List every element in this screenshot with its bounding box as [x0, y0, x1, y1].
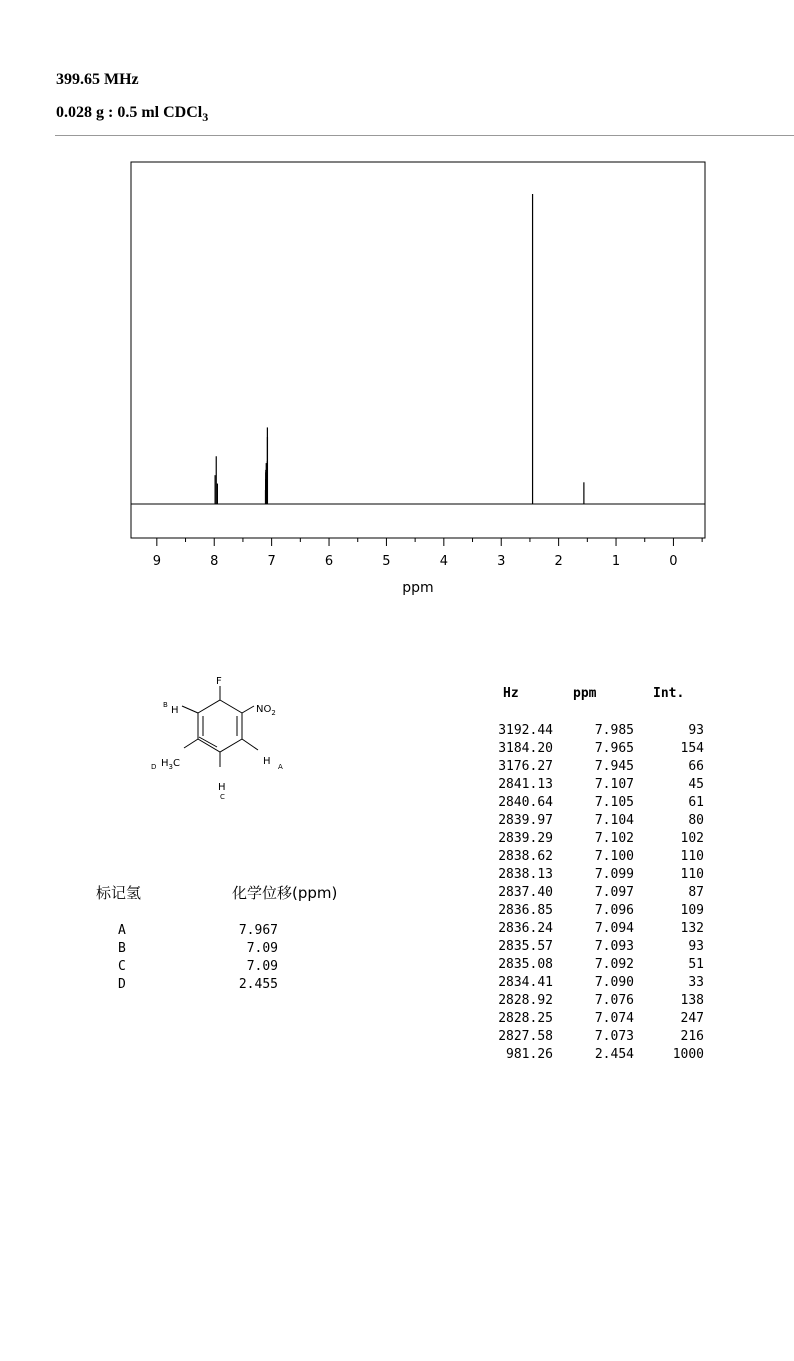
- spectrometer-frequency: 399.65 MHz: [56, 71, 139, 88]
- peak-ppm: 7.090: [594, 975, 634, 990]
- peak-hz: 2828.92: [498, 993, 553, 1008]
- peak-row: [0, 849, 794, 867]
- peak-ppm: 7.099: [594, 867, 634, 882]
- peak-int: 110: [680, 849, 704, 864]
- peak-row: [0, 813, 794, 831]
- x-axis-ticks: [153, 538, 702, 569]
- peak-ppm: 7.102: [594, 831, 634, 846]
- atom-no2: $NO_2$: [256, 704, 276, 717]
- label-b: B: [163, 701, 168, 709]
- bond-no2: [242, 706, 254, 713]
- peak-hz: 2827.58: [498, 1029, 553, 1044]
- peak-ppm: 7.076: [594, 993, 634, 1008]
- peak-hz: 2841.13: [498, 777, 553, 792]
- peak-header-int: Int.: [653, 686, 685, 701]
- peak-hz: 2828.25: [498, 1011, 553, 1026]
- peak-ppm: 7.073: [594, 1029, 634, 1044]
- peak-int: 93: [688, 723, 704, 738]
- assignment-label: D: [118, 977, 126, 992]
- peak-ppm: 7.985: [594, 723, 634, 738]
- peak-int: 51: [688, 957, 704, 972]
- assignment-shift: 2.455: [238, 977, 278, 992]
- peak-row: [0, 903, 794, 921]
- peak-row: [0, 759, 794, 777]
- peak-row: [0, 723, 794, 741]
- peak-int: 109: [680, 903, 704, 918]
- peak-hz: 2839.29: [498, 831, 553, 846]
- peak-row: [0, 975, 794, 993]
- peak-row: [0, 885, 794, 903]
- peak-int: 110: [680, 867, 704, 882]
- peak-row: [0, 1029, 794, 1047]
- peak-header-hz: Hz: [503, 686, 519, 701]
- peak-hz: 2838.62: [498, 849, 553, 864]
- peak-hz: 2836.85: [498, 903, 553, 918]
- label-a: A: [278, 763, 283, 771]
- sample-text: 0.028 g : 0.5 ml CDCl: [56, 104, 203, 121]
- peak-int: 132: [680, 921, 704, 936]
- peak-ppm: 7.100: [594, 849, 634, 864]
- x-tick-label: 8: [210, 554, 219, 569]
- peak-row: [0, 741, 794, 759]
- peak-marks: [215, 194, 584, 504]
- peak-row: [0, 867, 794, 885]
- peak-row: [0, 1047, 794, 1065]
- x-tick-label: 1: [611, 554, 621, 569]
- peak-int: 102: [680, 831, 704, 846]
- x-tick-label: 2: [554, 554, 563, 569]
- peak-ppm: 7.965: [594, 741, 634, 756]
- x-tick-label: 6: [324, 554, 334, 569]
- x-tick-label: 4: [439, 554, 448, 569]
- x-axis-label: ppm: [402, 580, 434, 596]
- assignment-label: A: [118, 923, 126, 938]
- assignment-header-shift: 化学位移(ppm): [232, 884, 338, 902]
- peak-ppm: 7.092: [594, 957, 634, 972]
- peak-int: 66: [688, 759, 704, 774]
- peak-ppm: 7.097: [594, 885, 634, 900]
- peak-hz: 2837.40: [498, 885, 553, 900]
- assignment-label: C: [118, 959, 126, 974]
- atom-f: F: [216, 676, 222, 687]
- label-c: C: [220, 793, 225, 801]
- peak-hz: 2836.24: [498, 921, 553, 936]
- peak-ppm: 7.094: [594, 921, 634, 936]
- peak-int: 93: [688, 939, 704, 954]
- peak-header-ppm: ppm: [573, 686, 597, 701]
- plot-frame: [131, 162, 705, 538]
- x-tick-label: 3: [497, 554, 506, 569]
- x-tick-label: 7: [267, 554, 276, 569]
- peak-int: 45: [688, 777, 704, 792]
- peak-hz: 2834.41: [498, 975, 553, 990]
- peak-ppm: 2.454: [594, 1047, 634, 1062]
- peak-int: 80: [688, 813, 704, 828]
- x-tick-label: 9: [152, 554, 161, 569]
- peak-ppm: 7.945: [594, 759, 634, 774]
- x-tick-label: 5: [382, 554, 391, 569]
- peak-ppm: 7.107: [594, 777, 634, 792]
- atom-h-a: H: [263, 756, 271, 767]
- peak-int: 1000: [672, 1047, 704, 1062]
- peak-hz: 2835.08: [498, 957, 553, 972]
- peak-hz: 2840.64: [498, 795, 553, 810]
- atom-h-b: H: [171, 705, 179, 716]
- x-tick-label: 0: [669, 554, 678, 569]
- peak-row: [0, 957, 794, 975]
- peak-hz: 2835.57: [498, 939, 553, 954]
- bond-h-b: [182, 706, 198, 713]
- peak-ppm: 7.074: [594, 1011, 634, 1026]
- label-d: D: [151, 763, 157, 771]
- peak-row: [0, 1011, 794, 1029]
- peak-int: 216: [680, 1029, 704, 1044]
- assignment-header-label: 标记氢: [96, 884, 142, 902]
- peak-hz: 2838.13: [498, 867, 553, 882]
- peak-hz: 3184.20: [498, 741, 553, 756]
- assignment-shift: 7.967: [238, 923, 278, 938]
- atom-h-c: H: [218, 782, 226, 793]
- peak-int: 87: [688, 885, 704, 900]
- peak-int: 154: [680, 741, 704, 756]
- assignment-shift: 7.09: [246, 941, 278, 956]
- peak-ppm: 7.096: [594, 903, 634, 918]
- peak-row: [0, 921, 794, 939]
- atom-ch3: $H_3C$: [161, 758, 180, 771]
- peak-hz: 2839.97: [498, 813, 553, 828]
- peak-row: [0, 993, 794, 1011]
- peak-hz: 3192.44: [498, 723, 553, 738]
- sample-subscript: 3: [202, 110, 209, 125]
- nmr-spectrum-chart: [0, 0, 794, 620]
- peak-row: [0, 795, 794, 813]
- peak-int: 138: [680, 993, 704, 1008]
- assignment-label: B: [118, 941, 126, 956]
- peak-ppm: 7.104: [594, 813, 634, 828]
- peak-ppm: 7.093: [594, 939, 634, 954]
- peak-row: [0, 939, 794, 957]
- peak-ppm: 7.105: [594, 795, 634, 810]
- peak-row: [0, 831, 794, 849]
- assignment-shift: 7.09: [246, 959, 278, 974]
- peak-int: 247: [680, 1011, 704, 1026]
- peak-int: 61: [688, 795, 704, 810]
- peak-row: [0, 777, 794, 795]
- peak-hz: 981.26: [506, 1047, 553, 1062]
- peak-hz: 3176.27: [498, 759, 553, 774]
- peak-int: 33: [688, 975, 704, 990]
